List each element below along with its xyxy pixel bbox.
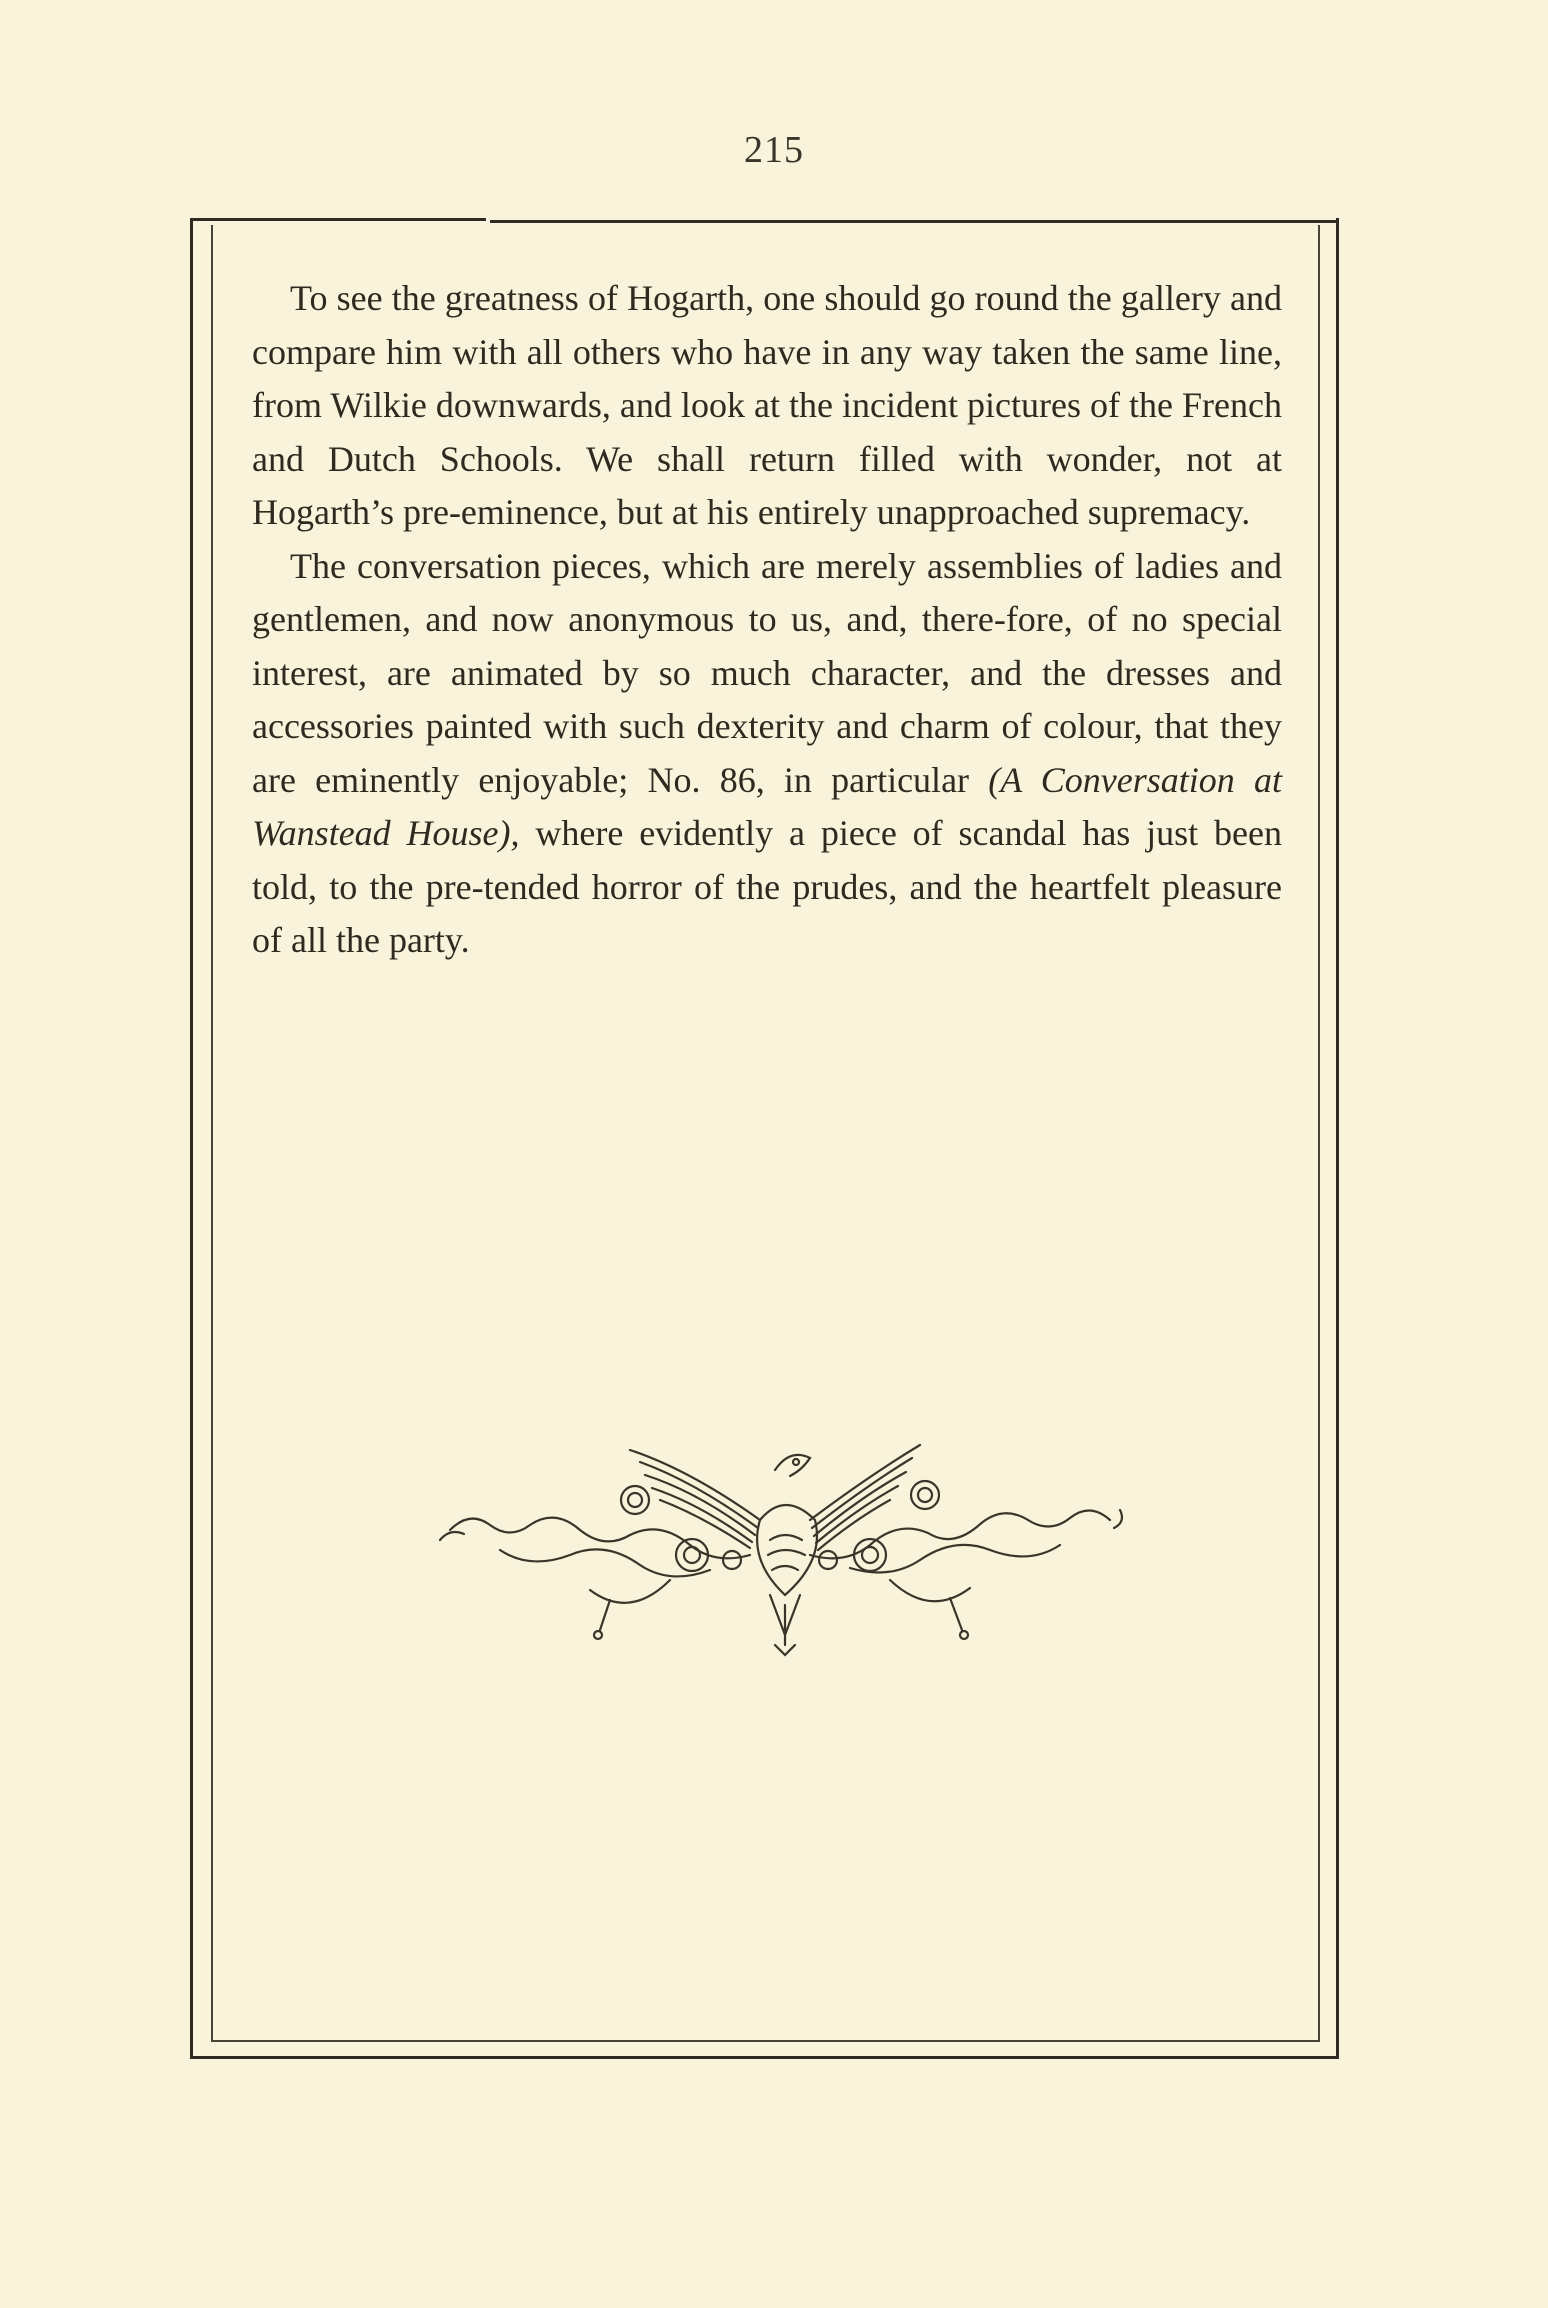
frame-inner-rule-right [1318,225,1320,2040]
eagle-vignette-icon [430,1430,1130,1680]
frame-inner-rule-left [211,225,213,2040]
painting-title: (A Conversation at Wanstead House), [252,759,1282,853]
frame-inner-rule-bottom [211,2040,1320,2042]
body-text [252,272,1282,968]
paragraph-2 [252,540,1282,968]
paragraph-2-text-start: The conversation pieces, which are merely assemblies of ladies and gentlemen, and now anonymous to us, and, there-fore, of no special interest, are animated by so much character, and the dresses and accessories painted with such dexterity and charm of colour, that they are eminently enjoyable; No. 86, in particular [252,545,1282,800]
paragraph-2-text-end: where evidently a piece of scandal has just been told, to the pre-tended horror of the prudes, and the heartfelt pleasure of all the party. [252,813,1283,960]
page-number: 215 [744,129,804,171]
paragraph-1: To see the greatness of Hogarth, one should go round the gallery and compare him with all others who have in any way taken the same line, from Wilkie downwards, and look at the incident pictures of the French and Dutch Schools. We shall return filled with wonder, not at Hogarth’s pre-eminence, but at his entirely unapproached supremacy. [252,278,1282,532]
